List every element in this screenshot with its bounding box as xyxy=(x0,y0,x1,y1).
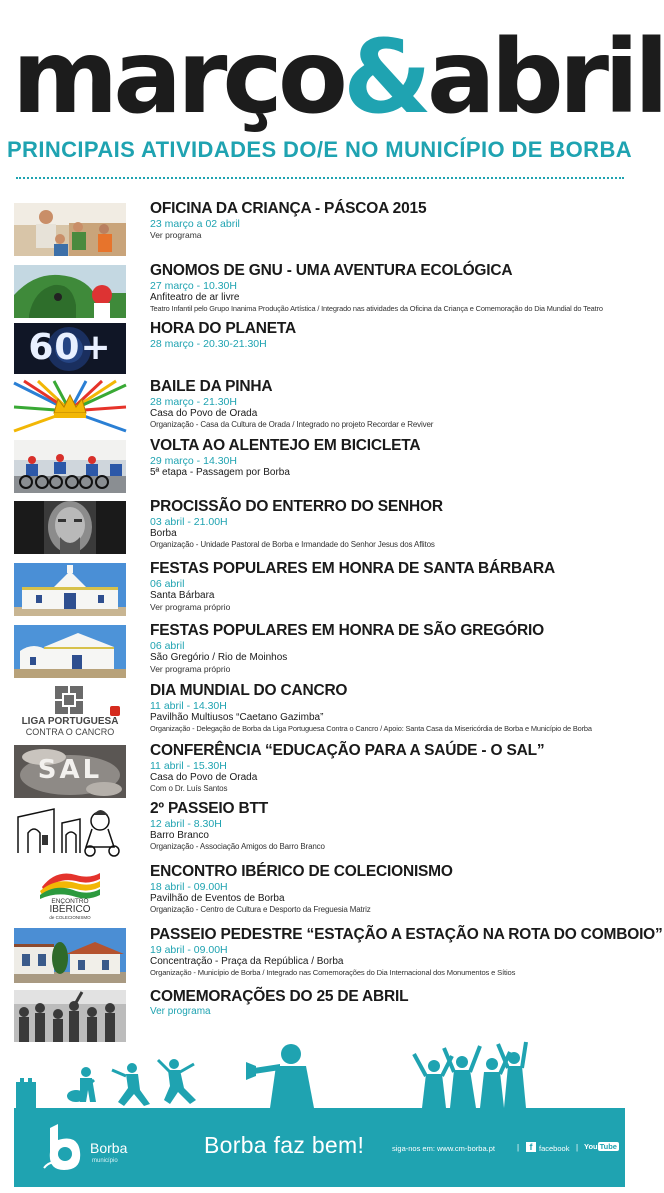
earth-hour-logo-text: 60+ xyxy=(28,327,112,368)
cancer-league-line1: LIGA PORTUGUESA xyxy=(21,716,119,727)
event-title: BAILE DA PINHA xyxy=(150,378,273,395)
event-title: VOLTA AO ALENTEJO EM BICICLETA xyxy=(150,437,421,454)
event-note: Organização - Centro de Cultura e Desporto da Freguesia Matriz xyxy=(150,905,371,914)
iberian-logo-line2: IBÉRICO xyxy=(49,904,91,915)
event-note: Teatro Infantil pelo Grupo Inanima Produção Artística / Integrado nas atividades da Oficina da Criança e Comemoração do Dia Mundial do Teatro xyxy=(150,304,603,313)
event-title: 2º PASSEIO BTT xyxy=(150,800,268,817)
borba-logo-sub: município xyxy=(92,1158,118,1164)
event-date: 27 março - 10.30H xyxy=(150,280,237,292)
footer xyxy=(0,1040,639,1193)
event-date: 06 abril xyxy=(150,640,185,652)
event-date: 29 março - 14.30H xyxy=(150,455,237,467)
follow-us-link[interactable]: siga-nos em: www.cm-borba.pt xyxy=(392,1144,495,1153)
title-march: março xyxy=(12,18,343,137)
event-date: 28 março - 21.30H xyxy=(150,396,237,408)
event-thumbnail-cycling xyxy=(14,440,126,493)
youtube-tube: Tube xyxy=(599,1142,617,1151)
page-subtitle: PRINCIPAIS ATIVIDADES DO/E NO MUNICÍPIO DE BORBA xyxy=(6,137,633,162)
event-thumbnail-pinecone-dance xyxy=(14,381,126,434)
event-thumbnail-cancer-league-logo xyxy=(14,684,126,738)
event-thumbnail-april-25-crowd xyxy=(14,990,126,1042)
event-item xyxy=(0,863,639,923)
event-note: Organização - Delegação de Borba da Liga Portuguesa Contra o Cancro / Apoio: Santa Casa da Misericórdia de Borba e Município de Borba xyxy=(150,724,592,733)
musicians-silhouettes xyxy=(14,1040,625,1108)
event-item xyxy=(0,320,639,378)
event-place: São Gregório / Rio de Moinhos xyxy=(150,652,288,663)
iberian-logo-line3: de COLECIONISMO xyxy=(49,915,91,920)
event-title: GNOMOS DE GNU - UMA AVENTURA ECOLÓGICA xyxy=(150,262,513,279)
facebook-icon[interactable]: f xyxy=(526,1142,536,1152)
cancer-league-line2: CONTRA O CANCRO xyxy=(25,727,115,737)
event-note: Organização - Município de Borba / Integrado nas Comemorações do Dia Internacional dos Monumentos e Sítios xyxy=(150,968,516,977)
page-title xyxy=(0,18,664,137)
event-place: Barro Branco xyxy=(150,830,209,841)
event-title: DIA MUNDIAL DO CANCRO xyxy=(150,682,348,699)
event-thumbnail-sao-gregorio-chapel xyxy=(14,625,126,678)
event-date: 12 abril - 8.30H xyxy=(150,818,222,830)
event-item xyxy=(0,378,639,436)
event-item xyxy=(0,437,639,495)
event-item xyxy=(0,560,639,620)
borba-logo-icon xyxy=(44,1124,84,1172)
event-item xyxy=(0,800,639,860)
event-place: Anfiteatro de ar livre xyxy=(150,292,240,303)
event-title: COMEMORAÇÕES DO 25 DE ABRIL xyxy=(150,988,409,1005)
event-date: 11 abril - 14.30H xyxy=(150,700,227,712)
event-place: Pavilhão de Eventos de Borba xyxy=(150,893,285,904)
event-place: 5ª etapa - Passagem por Borba xyxy=(150,467,290,478)
event-note: Organização - Casa da Cultura de Orada / Integrado no projeto Recordar e Reviver xyxy=(150,420,434,429)
event-title: FESTAS POPULARES EM HONRA DE SÃO GREGÓRIO xyxy=(150,622,544,639)
event-title: CONFERÊNCIA “EDUCAÇÃO PARA A SAÚDE - O SAL” xyxy=(150,742,545,759)
event-place: Pavilhão Multiusos “Caetano Gazimba” xyxy=(150,712,324,723)
event-item xyxy=(0,988,639,1044)
footer-band xyxy=(14,1108,625,1187)
footer-separator: | xyxy=(576,1143,579,1152)
event-thumbnail-gnomes-theatre xyxy=(14,265,126,318)
event-place: Concentração - Praça da República / Borba xyxy=(150,956,344,967)
event-place: Casa do Povo de Orada xyxy=(150,408,258,419)
event-thumbnail-earth-hour xyxy=(14,323,126,374)
event-program-link[interactable]: Ver programa xyxy=(150,1006,211,1017)
event-date: 19 abril - 09.00H xyxy=(150,944,228,956)
iberian-logo-line1: ENCONTRO xyxy=(51,898,89,905)
youtube-icon[interactable] xyxy=(584,1142,619,1153)
event-thumbnail-children-workshop xyxy=(14,203,126,256)
footer-slogan: Borba faz bem! xyxy=(204,1132,365,1158)
event-item xyxy=(0,200,639,260)
event-title: ENCONTRO IBÉRICO DE COLECIONISMO xyxy=(150,863,453,880)
dotted-divider xyxy=(16,177,624,179)
event-item xyxy=(0,262,639,322)
event-date: 03 abril - 21.00H xyxy=(150,516,228,528)
event-place: Casa do Povo de Orada xyxy=(150,772,258,783)
event-note: Organização - Unidade Pastoral de Borba e Irmandade do Senhor Jesus dos Aflitos xyxy=(150,540,435,549)
event-place: Santa Bárbara xyxy=(150,590,215,601)
event-thumbnail-railway-station xyxy=(14,928,126,983)
event-thumbnail-santa-barbara-chapel xyxy=(14,563,126,616)
event-title: OFICINA DA CRIANÇA - PÁSCOA 2015 xyxy=(150,200,427,217)
footer-separator: | xyxy=(517,1143,520,1152)
event-title: PROCISSÃO DO ENTERRO DO SENHOR xyxy=(150,498,443,515)
event-date: 11 abril - 15.30H xyxy=(150,760,227,772)
event-date: 06 abril xyxy=(150,578,185,590)
event-note: Organização - Associação Amigos do Barro Branco xyxy=(150,842,325,851)
facebook-link[interactable]: facebook xyxy=(539,1144,570,1153)
event-item xyxy=(0,682,639,742)
event-thumbnail-btt-sketch xyxy=(14,803,126,858)
title-ampersand: & xyxy=(342,18,427,137)
borba-logo-name: Borba xyxy=(90,1140,128,1156)
event-program-link[interactable]: Ver programa xyxy=(150,230,202,240)
event-item xyxy=(0,622,639,682)
event-program-link[interactable]: Ver programa próprio xyxy=(150,602,231,612)
event-item xyxy=(0,742,639,802)
title-text xyxy=(12,18,664,137)
event-item xyxy=(0,498,639,558)
event-title: PASSEIO PEDESTRE “ESTAÇÃO A ESTAÇÃO NA ROTA DO COMBOIO” xyxy=(150,926,663,943)
salt-word: SAL xyxy=(37,755,103,785)
event-date: 23 março a 02 abril xyxy=(150,218,240,230)
event-thumbnail-salt xyxy=(14,745,126,798)
event-thumbnail-procession xyxy=(14,501,126,554)
youtube-you: You xyxy=(584,1142,598,1151)
event-program-link[interactable]: Ver programa próprio xyxy=(150,664,231,674)
event-place: Borba xyxy=(150,528,177,539)
title-april: abril xyxy=(426,18,664,137)
event-thumbnail-iberian-collecting-logo xyxy=(14,865,126,921)
event-note: Com o Dr. Luís Santos xyxy=(150,784,228,793)
event-date: 28 março - 20.30-21.30H xyxy=(150,338,267,350)
event-date: 18 abril - 09.00H xyxy=(150,881,228,893)
event-title: HORA DO PLANETA xyxy=(150,320,296,337)
event-title: FESTAS POPULARES EM HONRA DE SANTA BÁRBARA xyxy=(150,560,555,577)
event-item xyxy=(0,926,663,986)
